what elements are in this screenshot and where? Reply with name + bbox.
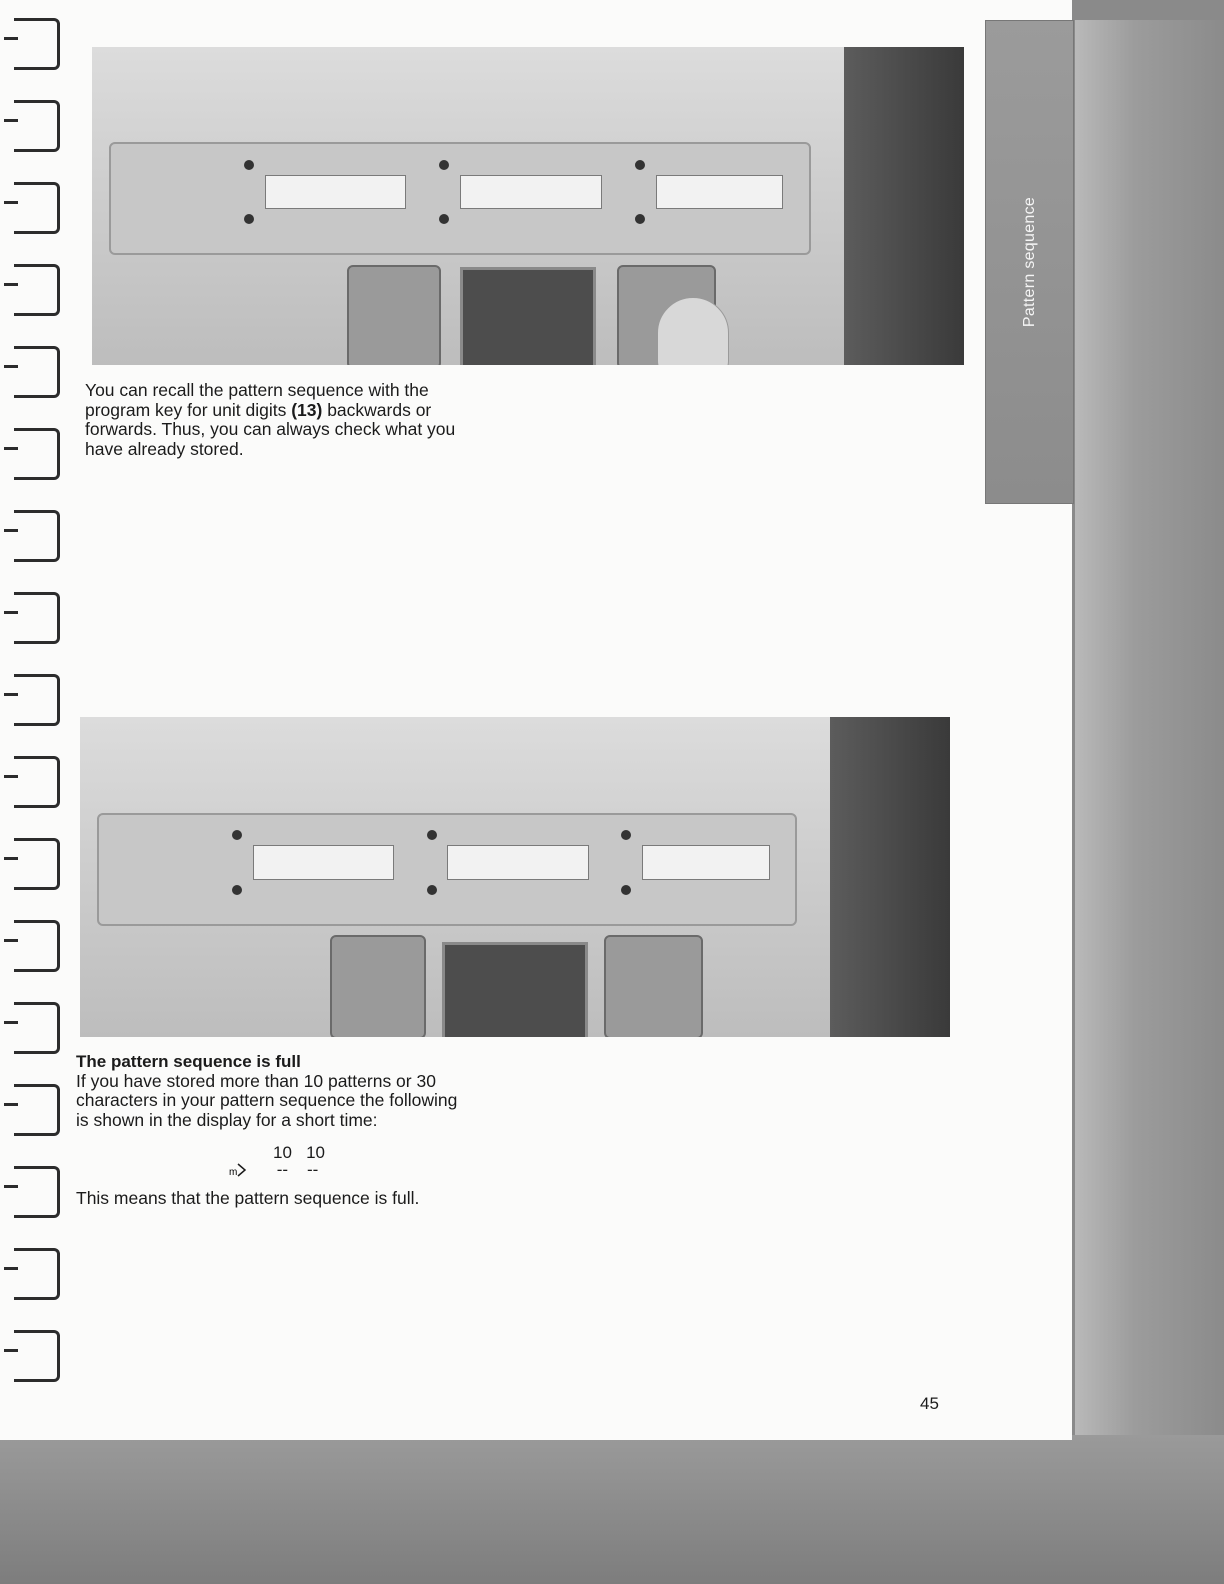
indicator-led bbox=[621, 885, 631, 895]
text-line: If you have stored more than 10 patterns or 30 bbox=[76, 1070, 436, 1091]
binding-ring bbox=[14, 182, 60, 234]
control-panel bbox=[109, 142, 811, 254]
indicator-led bbox=[244, 160, 254, 170]
binding-ring bbox=[14, 1248, 60, 1300]
binding-ring bbox=[14, 264, 60, 316]
binding-ring bbox=[14, 592, 60, 644]
text-line: characters in your pattern sequence the following bbox=[76, 1090, 458, 1110]
key-reference: (13) bbox=[291, 399, 323, 420]
section1-paragraph bbox=[85, 381, 515, 459]
binding-ring bbox=[14, 1166, 60, 1218]
section2 bbox=[76, 1052, 516, 1130]
binding-ring bbox=[14, 838, 60, 890]
svg-text:m: m bbox=[229, 1166, 238, 1178]
binding-ring bbox=[14, 428, 60, 480]
section2-conclusion bbox=[76, 1189, 516, 1209]
lcd-display bbox=[460, 267, 596, 365]
background-shadow-bottom bbox=[0, 1435, 1224, 1584]
indicator-led bbox=[427, 885, 437, 895]
spiral-binding bbox=[0, 0, 70, 1440]
display-slot bbox=[265, 175, 407, 209]
lcd-display bbox=[442, 942, 588, 1037]
photo-dark-area bbox=[844, 47, 964, 365]
display-slot bbox=[253, 845, 394, 880]
control-panel bbox=[97, 813, 797, 926]
plus-minus-key-left bbox=[330, 935, 426, 1037]
text-line: forwards. Thus, you can always check what you bbox=[85, 419, 456, 439]
display-left-dash: -- bbox=[276, 1160, 289, 1179]
binding-ring bbox=[14, 100, 60, 152]
text-line: have already stored. bbox=[85, 438, 244, 459]
section-heading: The pattern sequence is full bbox=[76, 1052, 301, 1071]
m-arrow-icon bbox=[228, 1161, 254, 1181]
binding-ring bbox=[14, 1330, 60, 1382]
binding-ring bbox=[14, 756, 60, 808]
machine-panel-photo-2 bbox=[80, 717, 950, 1037]
binding-ring bbox=[14, 18, 60, 70]
binding-ring bbox=[14, 1084, 60, 1136]
display-slot bbox=[460, 175, 602, 209]
photo-dark-area bbox=[830, 717, 950, 1037]
display-right-value: 10 bbox=[306, 1143, 326, 1162]
side-tab bbox=[985, 20, 1074, 504]
indicator-led bbox=[232, 885, 242, 895]
binding-ring bbox=[14, 346, 60, 398]
plus-minus-key-right bbox=[604, 935, 703, 1037]
binding-ring bbox=[14, 920, 60, 972]
binding-ring bbox=[14, 510, 60, 562]
indicator-led bbox=[635, 160, 645, 170]
finger bbox=[657, 297, 729, 365]
side-tab-label: Pattern sequence bbox=[1020, 196, 1038, 328]
indicator-led bbox=[244, 214, 254, 224]
indicator-led bbox=[232, 830, 242, 840]
indicator-led bbox=[635, 214, 645, 224]
binding-ring bbox=[14, 674, 60, 726]
text-line: is shown in the display for a short time: bbox=[76, 1109, 378, 1130]
plus-minus-key-left bbox=[347, 265, 441, 365]
machine-panel-photo-1 bbox=[92, 47, 964, 365]
display-left-value: 10 bbox=[273, 1143, 292, 1162]
text-line: program key for unit digits bbox=[85, 399, 292, 420]
indicator-led bbox=[439, 160, 449, 170]
background-shadow-right bbox=[1075, 20, 1224, 1584]
page-number: 45 bbox=[920, 1394, 939, 1413]
display-right-dash: -- bbox=[306, 1160, 319, 1179]
display-slot bbox=[447, 845, 588, 880]
indicator-led bbox=[427, 830, 437, 840]
indicator-led bbox=[621, 830, 631, 840]
text-line: This means that the pattern sequence is full. bbox=[76, 1188, 420, 1208]
display-readout-dashes bbox=[228, 1160, 318, 1181]
text-line: backwards or bbox=[322, 399, 432, 420]
display-slot bbox=[642, 845, 769, 880]
text-line: You can recall the pattern sequence with the bbox=[85, 380, 429, 400]
indicator-led bbox=[439, 214, 449, 224]
binding-ring bbox=[14, 1002, 60, 1054]
display-slot bbox=[656, 175, 784, 209]
